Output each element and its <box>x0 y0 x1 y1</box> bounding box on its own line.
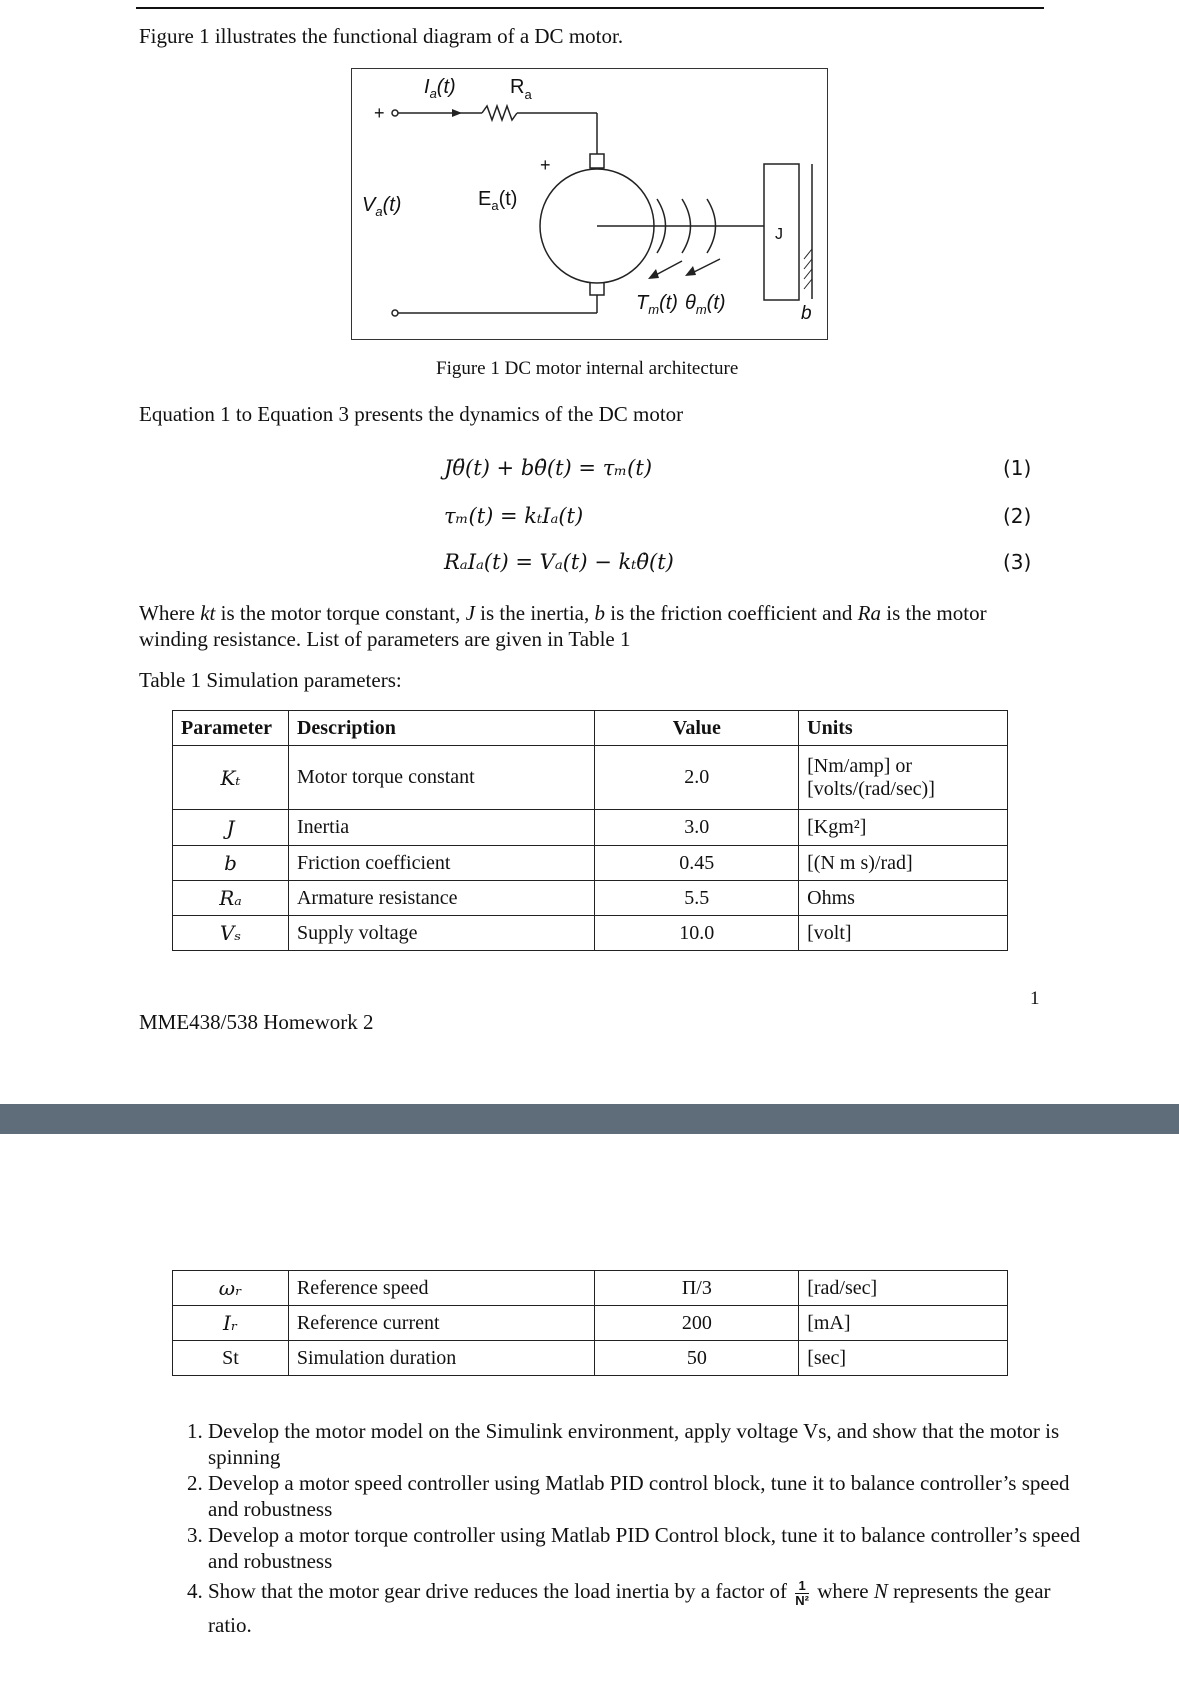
header-units: Units <box>799 711 1008 746</box>
label-theta: θ <box>684 292 696 314</box>
label-ea-sub: a <box>491 198 499 213</box>
cell-units-line-1: [Nm/amp] or <box>807 754 913 777</box>
cell-units: [(N m s)/rad] <box>799 846 1008 881</box>
cell-value: 0.45 <box>595 846 799 881</box>
equation-3-number: (3) <box>1003 550 1032 574</box>
where-text-5: is the motor winding resistance. List of parameters are given in Table 1 <box>139 601 987 651</box>
cell-units: [volt] <box>799 916 1008 951</box>
header-parameter: Parameter <box>173 711 289 746</box>
fraction-numerator: 1 <box>795 1579 809 1594</box>
cell-value: 200 <box>595 1306 799 1341</box>
footer-course: MME438/538 Homework 2 <box>139 1010 374 1034</box>
fraction <box>795 1579 809 1608</box>
figure-caption: Figure 1 DC motor internal architecture <box>436 358 739 379</box>
label-plus-motor: + <box>540 155 551 175</box>
equation-1: Jθ̈(t) + bθ̇(t) = τₘ(t) <box>444 456 653 480</box>
label-va-sub: a <box>375 204 383 219</box>
cell-description: Supply voltage <box>288 916 595 951</box>
equation-1-number: (1) <box>1003 456 1032 480</box>
table-row <box>173 810 1008 846</box>
label-theta-t: (t) <box>706 292 726 314</box>
cell-symbol: ωᵣ <box>173 1271 289 1306</box>
cell-value: 3.0 <box>595 810 799 846</box>
label-ea-t: (t) <box>498 188 518 210</box>
brush-top <box>590 154 604 168</box>
parameters-table <box>172 710 1008 951</box>
fraction-denominator: N² <box>795 1592 810 1608</box>
label-tm: T <box>636 292 649 314</box>
where-text-2: is the motor torque constant, <box>215 601 466 625</box>
label-ia-t: (t) <box>436 76 456 98</box>
svg-text:Ia(t) <box>424 76 456 101</box>
label-va: V <box>362 194 376 216</box>
where-kt: kt <box>200 601 216 625</box>
task-list <box>170 1418 1088 1642</box>
task4-text-mid: where <box>812 1579 874 1603</box>
cell-units: [rad/sec] <box>799 1271 1008 1306</box>
cell-description: Simulation duration <box>288 1341 595 1376</box>
where-text-1: Where <box>139 601 201 625</box>
equation-2: τₘ(t) = kₜIₐ(t) <box>444 504 584 528</box>
equation-2-number: (2) <box>1003 504 1032 528</box>
parameters-table-continued <box>172 1270 1008 1376</box>
table-header-row <box>173 711 1008 746</box>
label-theta-sub: m <box>695 302 707 317</box>
label-ia-sub: a <box>429 86 437 101</box>
cell-value: 10.0 <box>595 916 799 951</box>
list-item: 1. Develop the motor model on the Simulink environment, apply voltage Vs, and show that the motor is spinning <box>208 1418 1088 1470</box>
task4-text-pre: Show that the motor gear drive reduces the load inertia by a factor of <box>208 1579 793 1603</box>
where-text-4: is the friction coefficient and <box>604 601 858 625</box>
cell-symbol: Vₛ <box>173 916 289 951</box>
label-tm-t: (t) <box>659 292 678 314</box>
label-j: J <box>775 226 783 243</box>
cell-value: 2.0 <box>595 746 799 810</box>
cell-symbol: Kₜ <box>173 746 289 810</box>
page-number: 1 <box>1030 988 1040 1009</box>
where-j: J <box>465 601 475 625</box>
where-text-3: is the inertia, <box>474 601 595 625</box>
cell-units: [Kgm²] <box>799 810 1008 846</box>
label-tm-sub: m <box>648 302 660 317</box>
equations-intro: Equation 1 to Equation 3 presents the dynamics of the DC motor <box>139 402 684 426</box>
cell-symbol: b <box>173 846 289 881</box>
resistor <box>482 106 517 120</box>
torque-arrow-1 <box>648 269 659 279</box>
table-row <box>173 1271 1008 1306</box>
cell-units <box>799 746 1008 810</box>
task4-n: N <box>873 1579 888 1603</box>
cell-symbol: Iᵣ <box>173 1306 289 1341</box>
label-b: b <box>801 303 812 324</box>
where-b: b <box>594 601 605 625</box>
table-row <box>173 916 1008 951</box>
header-description: Description <box>288 711 595 746</box>
cell-description: Inertia <box>288 810 595 846</box>
cell-value: 5.5 <box>595 881 799 916</box>
label-ia: I <box>424 76 430 98</box>
cell-description: Motor torque constant <box>288 746 595 810</box>
svg-text:Va(t) <box>362 194 401 219</box>
where-ra: Ra <box>857 601 881 625</box>
equation-3: RₐIₐ(t) = Vₐ(t) − kₜθ̇(t) <box>444 550 674 574</box>
header-value: Value <box>595 711 799 746</box>
current-arrow <box>452 109 462 117</box>
list-item <box>208 1574 1088 1642</box>
where-paragraph <box>139 600 1019 652</box>
label-ea: E <box>478 188 492 210</box>
table-row <box>173 881 1008 916</box>
cell-units: [mA] <box>799 1306 1008 1341</box>
top-rule <box>136 7 1044 9</box>
cell-units: Ohms <box>799 881 1008 916</box>
svg-text:Ra <box>510 76 532 102</box>
task4-text-post: represents the gear ratio. <box>208 1579 1051 1637</box>
label-va-t: (t) <box>382 194 402 216</box>
label-ra: R <box>510 76 525 98</box>
top-terminal <box>392 110 398 116</box>
torque-arrow-2 <box>685 266 696 276</box>
svg-text:Tm(t)θm(t) <box>636 292 726 317</box>
list-item: 3. Develop a motor torque controller using Matlab PID Control block, tune it to balance controller’s speed and robustness <box>208 1522 1088 1574</box>
cell-symbol: Rₐ <box>173 881 289 916</box>
cell-value: Π/3 <box>595 1271 799 1306</box>
table-row <box>173 746 1008 810</box>
bottom-terminal <box>392 310 398 316</box>
intro-text: Figure 1 illustrates the functional diagram of a DC motor. <box>139 24 624 48</box>
table-row <box>173 846 1008 881</box>
cell-symbol: St <box>173 1341 289 1376</box>
list-item: 2. Develop a motor speed controller using Matlab PID control block, tune it to balance controller’s speed and robustness <box>208 1470 1088 1522</box>
table-row <box>173 1341 1008 1376</box>
svg-text:Ea(t) <box>478 188 517 213</box>
cell-symbol: J <box>173 810 289 846</box>
table-row <box>173 1306 1008 1341</box>
label-plus-top: + <box>374 103 385 123</box>
cell-units-line-2: [volts/(rad/sec)] <box>807 777 935 800</box>
cell-units: [sec] <box>799 1341 1008 1376</box>
page-divider <box>0 1104 1179 1134</box>
label-ra-sub: a <box>524 87 532 102</box>
cell-description: Reference speed <box>288 1271 595 1306</box>
table-title: Table 1 Simulation parameters: <box>139 668 402 692</box>
dc-motor-diagram <box>351 68 828 340</box>
cell-description: Reference current <box>288 1306 595 1341</box>
cell-value: 50 <box>595 1341 799 1376</box>
cell-description: Friction coefficient <box>288 846 595 881</box>
cell-description: Armature resistance <box>288 881 595 916</box>
